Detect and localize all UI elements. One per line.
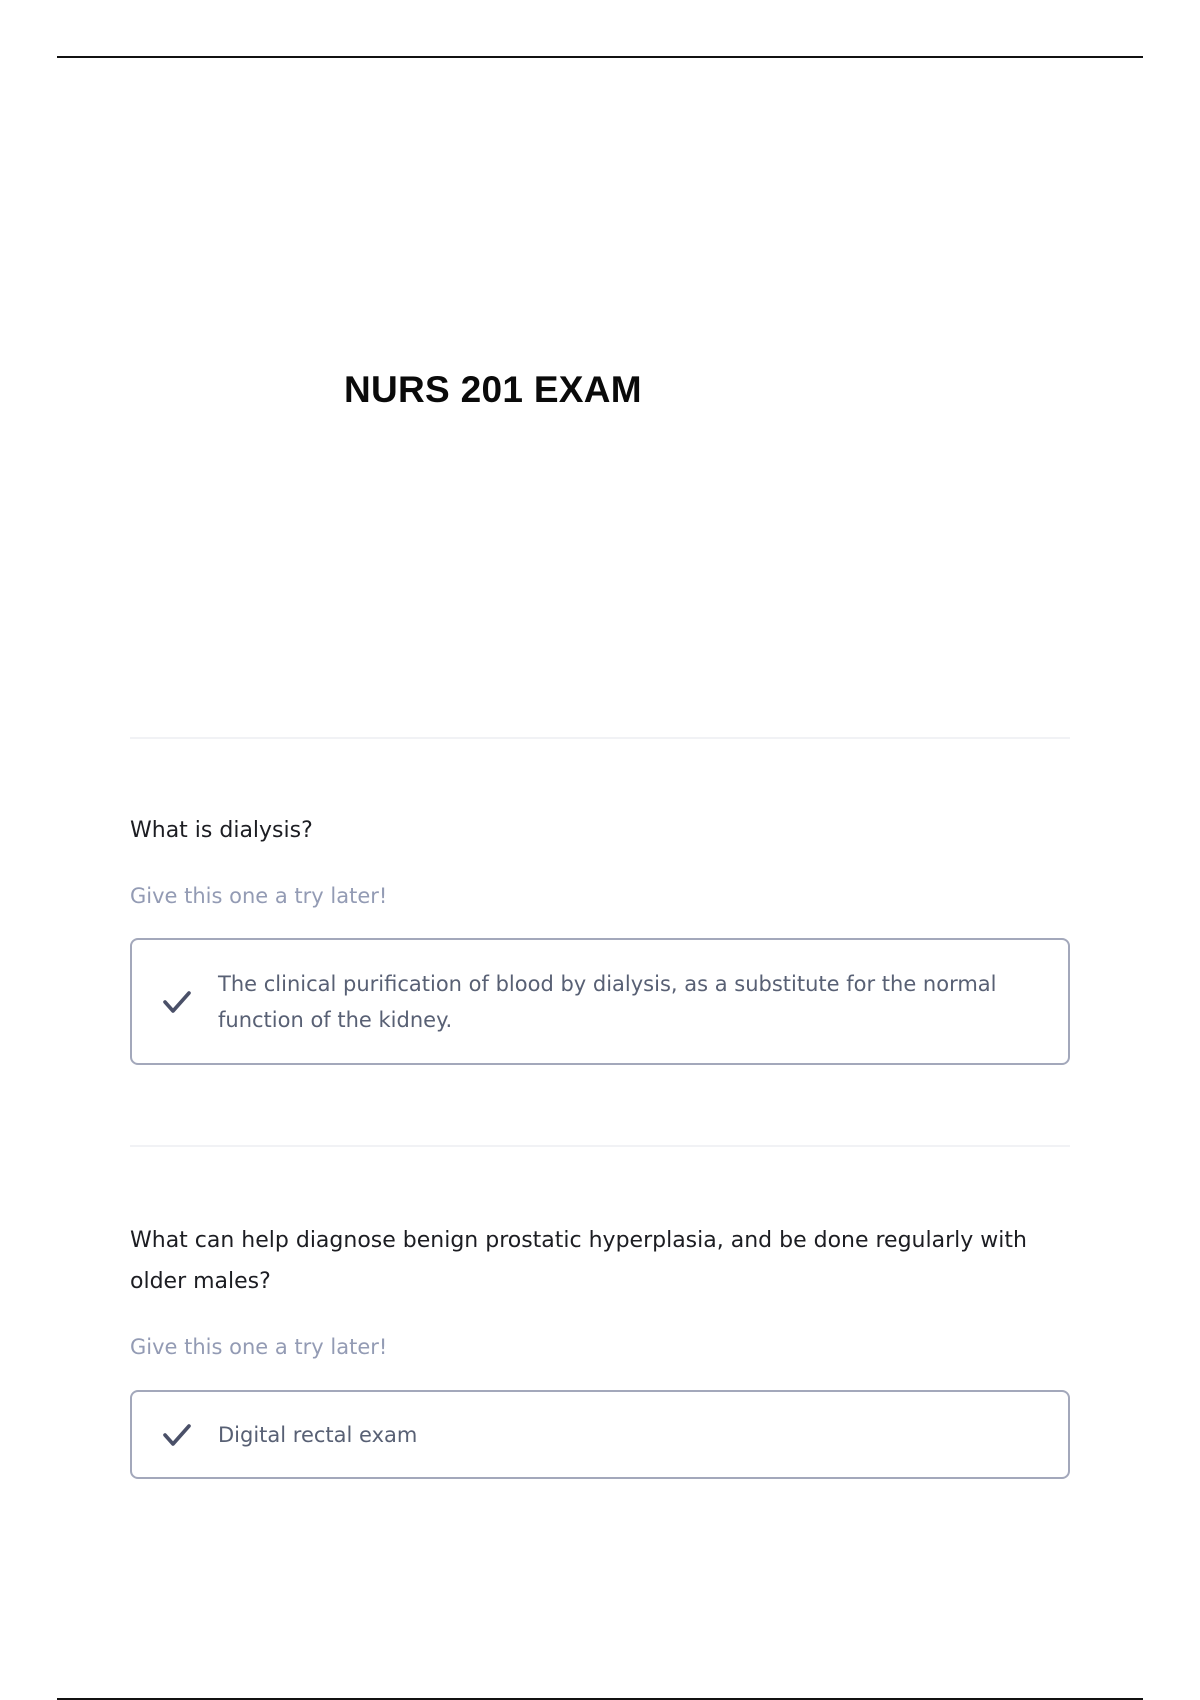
flashcard <box>130 1220 1070 1479</box>
question-text: What can help diagnose benign prostatic hyperplasia, and be done regularly with older males? <box>130 1228 1027 1294</box>
answer-box[interactable] <box>130 938 1070 1065</box>
try-later-hint: Give this one a try later! <box>130 1335 388 1359</box>
flashcard <box>130 810 1070 1065</box>
answer-box[interactable] <box>130 1390 1070 1479</box>
answer-text: Digital rectal exam <box>218 1422 418 1447</box>
check-icon <box>160 985 194 1019</box>
document-title: NURS 201 EXAM <box>344 369 642 410</box>
question-text: What is dialysis? <box>130 818 313 843</box>
answer-text: The clinical purification of blood by dialysis, as a substitute for the normal function of the kidney. <box>218 971 997 1032</box>
page-top-rule <box>57 56 1143 58</box>
section-divider <box>130 1145 1070 1147</box>
section-divider <box>130 737 1070 739</box>
try-later-hint: Give this one a try later! <box>130 884 388 908</box>
check-icon <box>160 1418 194 1452</box>
